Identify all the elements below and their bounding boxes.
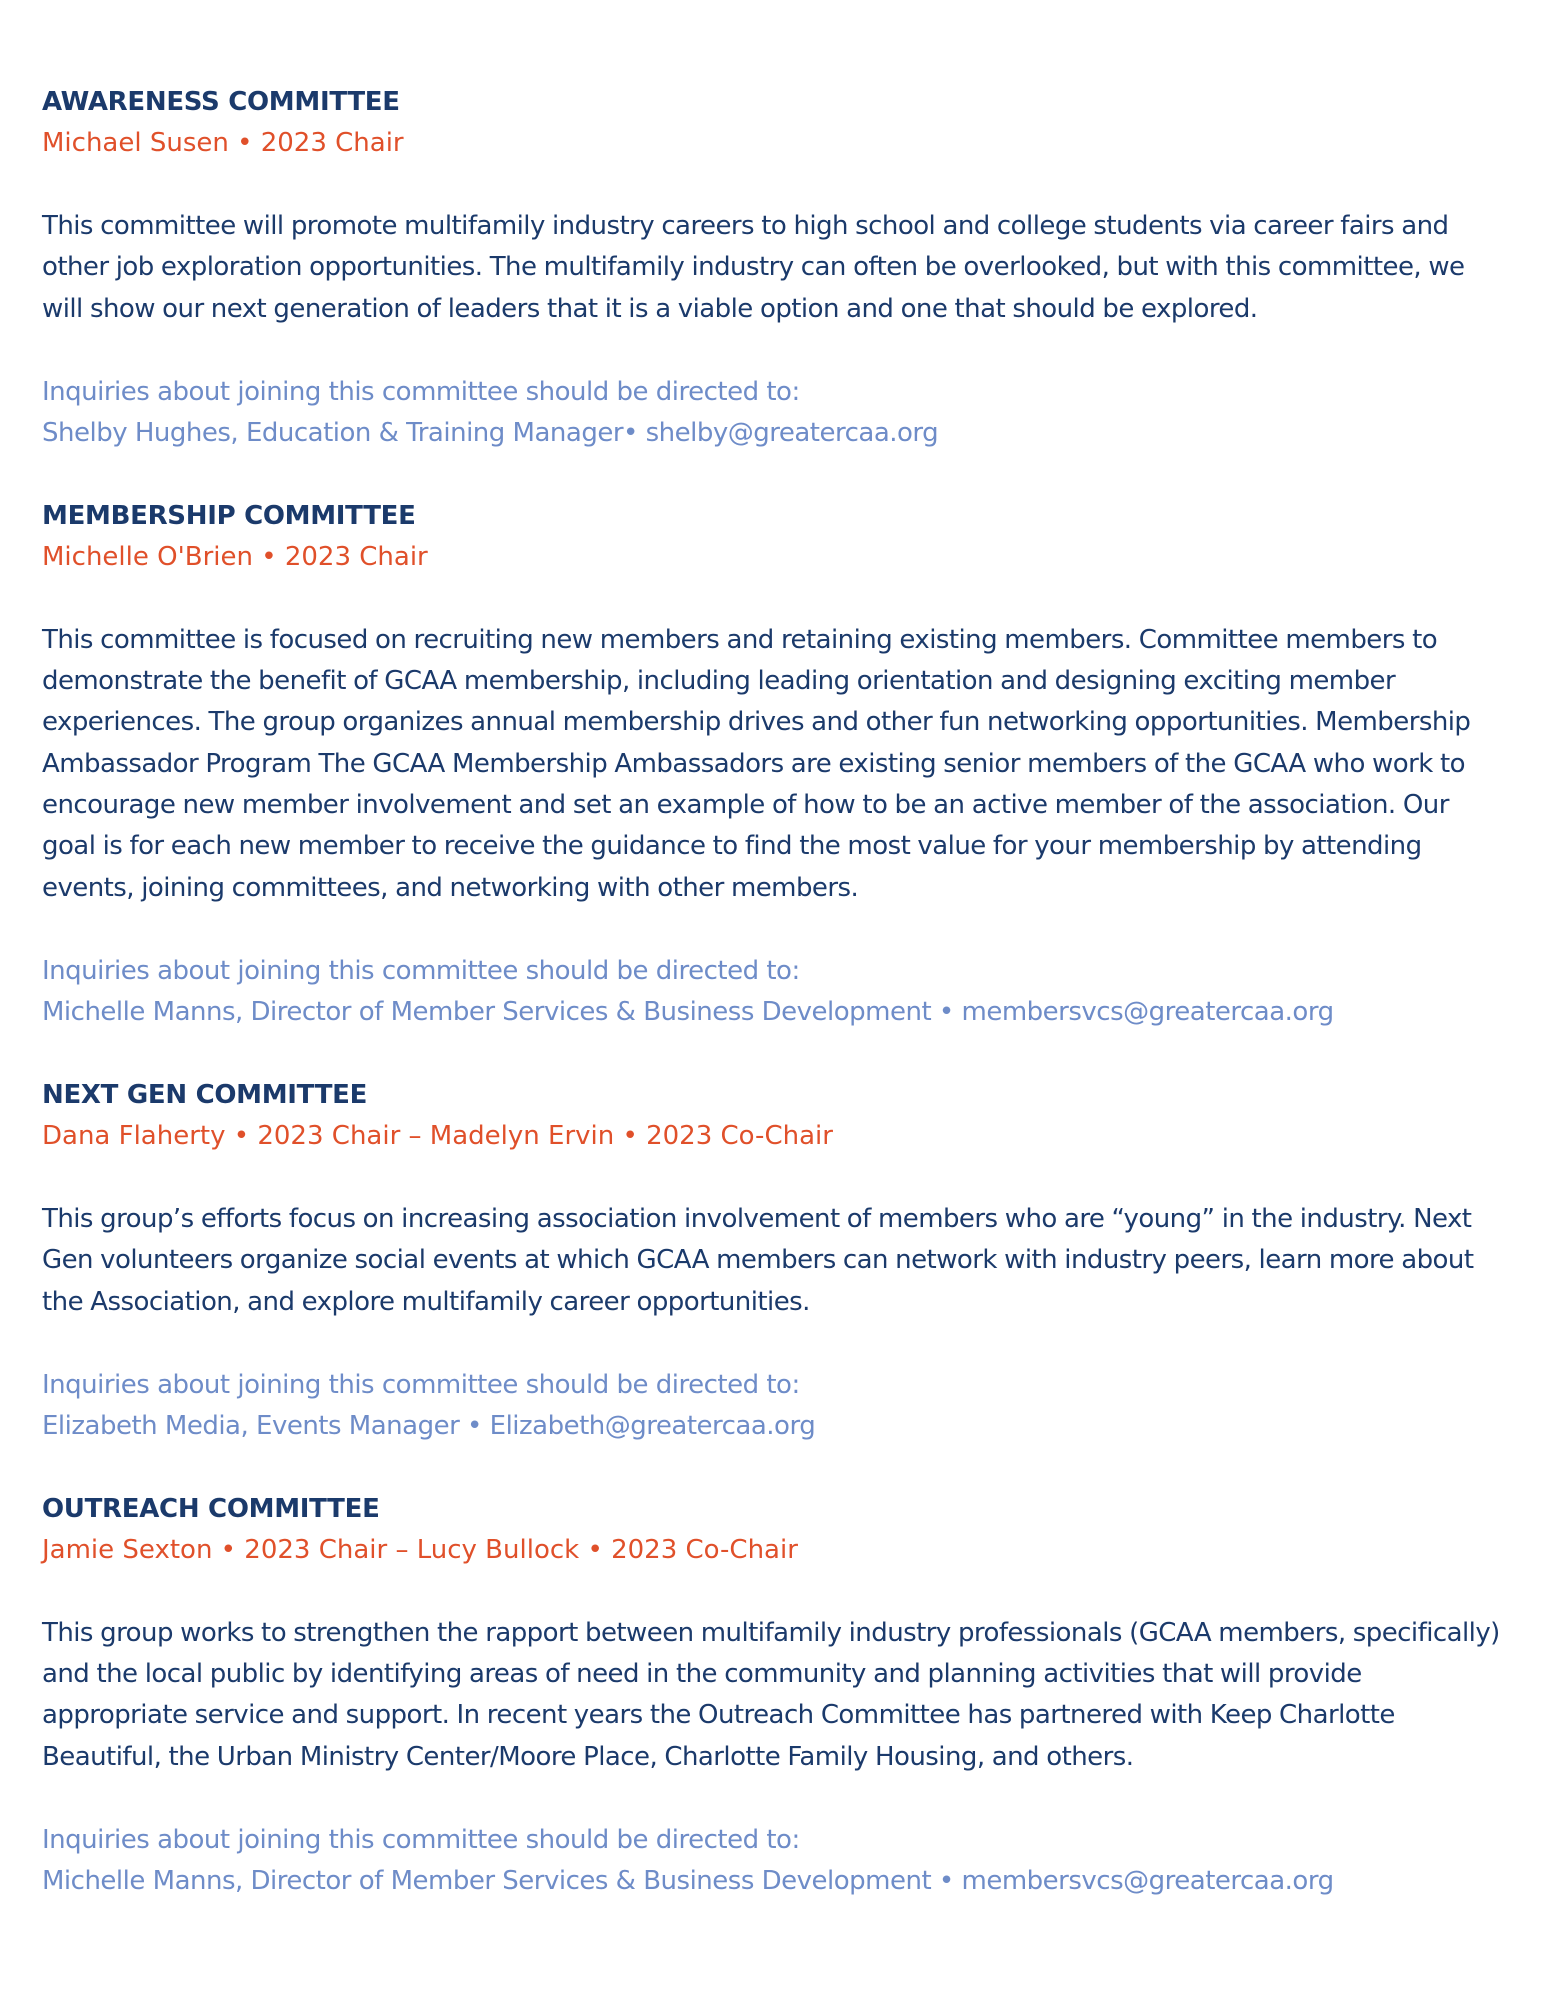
inquiry-contact: Shelby Hughes, Education & Training Manager• shelby@greatercaa.org	[42, 417, 939, 448]
membership-committee-section	[42, 496, 1505, 1033]
awareness-committee-section	[42, 82, 1505, 454]
committee-description: This committee is focused on recruiting new members and retaining existing members. Committee members to demonstrate the benefit of GCAA membership, including leading orientation and designing exciting member experiences. The group organizes annual membership drives and other fun networking opportunities. Membership Ambassador Program The GCAA Membership Ambassadors are existing senior members of the GCAA who work to encourage new member involvement and set an example of how to be an active member of the association. Our goal is for each new member to receive the guidance to find the most value for your membership by attending events, joining committees, and networking with other members.	[42, 624, 1471, 903]
committee-chair: Dana Flaherty • 2023 Chair – Madelyn Ervin • 2023 Co-Chair	[42, 1120, 833, 1151]
inquiry-label: Inquiries about joining this committee should be directed to:	[42, 955, 800, 986]
next-gen-committee-section	[42, 1075, 1505, 1447]
committee-title: NEXT GEN COMMITTEE	[42, 1079, 368, 1110]
committee-description: This group’s efforts focus on increasing association involvement of members who are “young” in the industry. Next Gen volunteers organize social events at which GCAA members can network with industry peers, learn more about the Association, and explore multifamily career opportunities.	[42, 1203, 1474, 1317]
committee-description: This committee will promote multifamily industry careers to high school and college students via career fairs and other job exploration opportunities. The multifamily industry can often be overlooked, but with this committee, we will show our next generation of leaders that it is a viable option and one that should be explored.	[42, 211, 1465, 324]
committee-chair: Michael Susen • 2023 Chair	[42, 128, 404, 158]
inquiry-contact: Elizabeth Media, Events Manager • Elizabeth@greatercaa.org	[42, 1410, 816, 1441]
inquiry-contact: Michelle Manns, Director of Member Services & Business Development • membersvcs@greatercaa.org	[42, 1866, 1334, 1897]
outreach-committee-section	[42, 1489, 1505, 1902]
committee-title: OUTREACH COMMITTEE	[42, 1493, 380, 1524]
committee-description: This group works to strengthen the rapport between multifamily industry professionals (GCAA members, specifically) and the local public by identifying areas of need in the community and planning activities that will provide appropriate service and support. In recent years the Outreach Committee has partnered with Keep Charlotte Beautiful, the Urban Ministry Center/Moore Place, Charlotte Family Housing, and others.	[42, 1617, 1500, 1772]
committee-chair: Jamie Sexton • 2023 Chair – Lucy Bullock • 2023 Co-Chair	[42, 1534, 798, 1565]
inquiry-label: Inquiries about joining this committee should be directed to:	[42, 1369, 800, 1400]
inquiry-contact: Michelle Manns, Director of Member Services & Business Development • membersvcs@greatercaa.org	[42, 996, 1334, 1027]
inquiry-label: Inquiries about joining this committee should be directed to:	[42, 1825, 800, 1856]
committee-title: MEMBERSHIP COMMITTEE	[42, 500, 416, 531]
committee-title: AWARENESS COMMITTEE	[42, 87, 400, 117]
inquiry-label: Inquiries about joining this committee should be directed to:	[42, 376, 800, 407]
committee-chair: Michelle O'Brien • 2023 Chair	[42, 541, 428, 572]
